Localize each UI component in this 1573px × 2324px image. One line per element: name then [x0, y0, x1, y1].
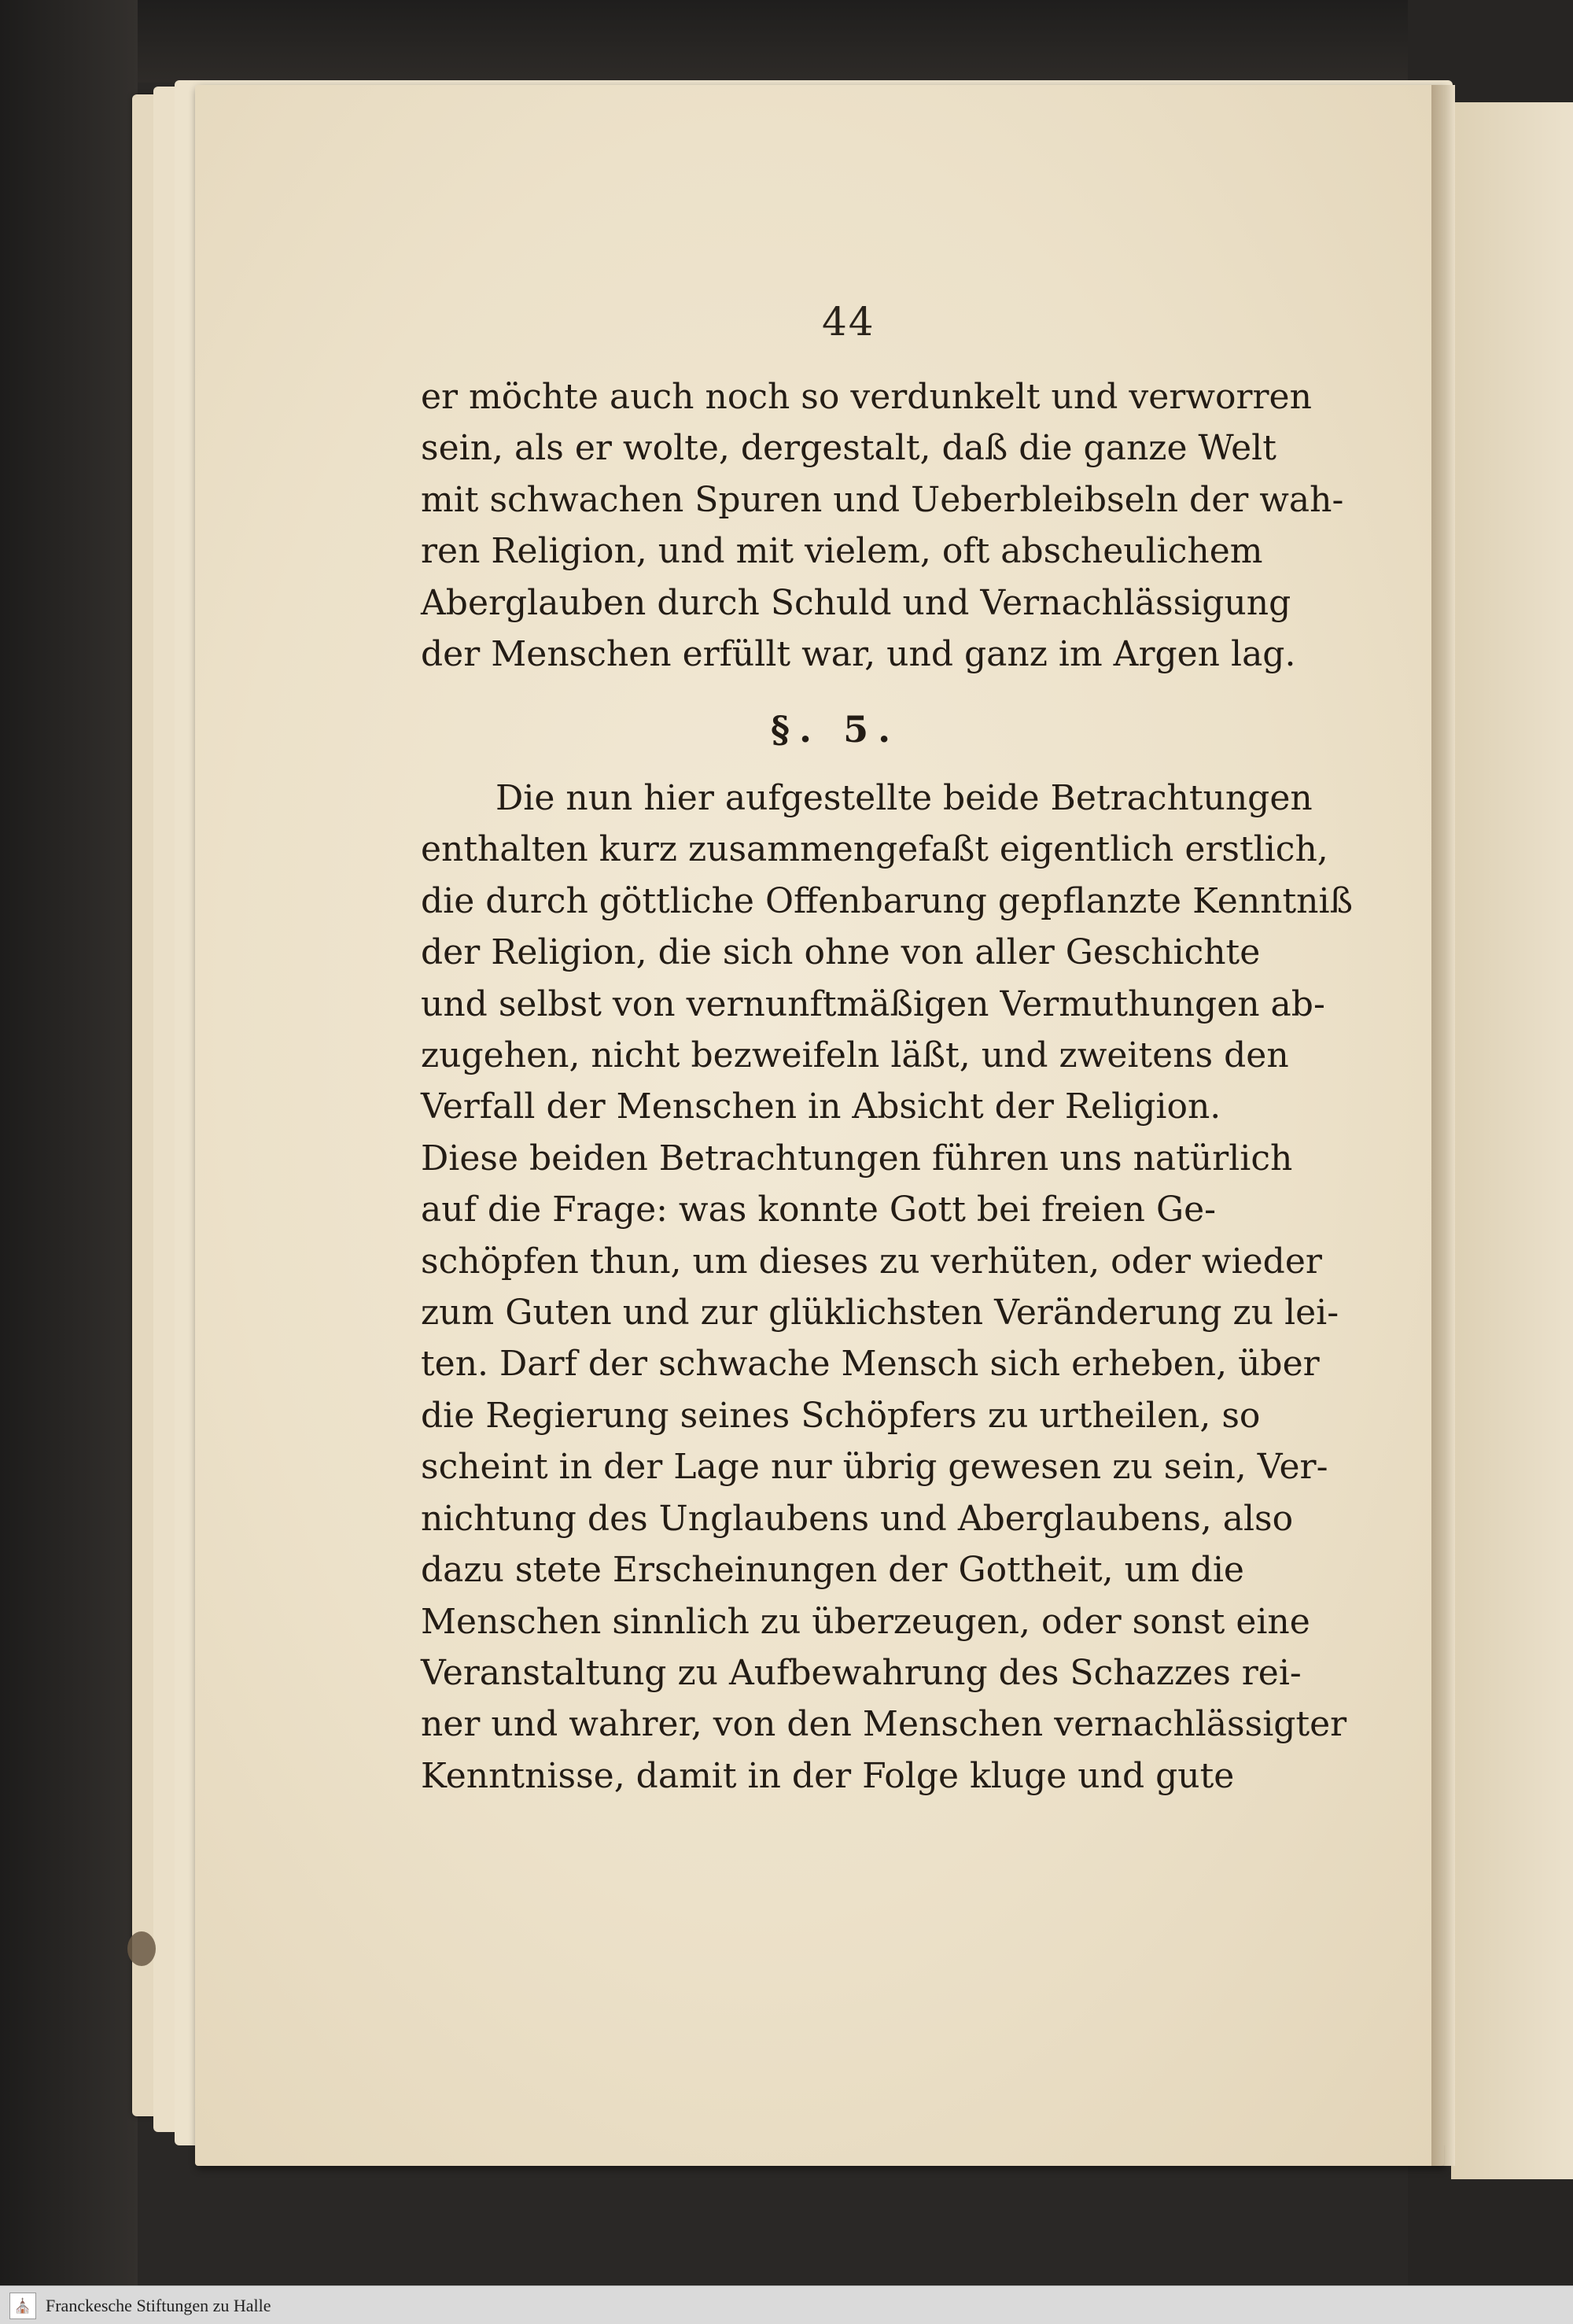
paragraph-continued [421, 371, 1344, 680]
text-line: zum Guten und zur glüklichsten Veränderung zu lei- [421, 1293, 1339, 1334]
text-line: er möchte auch noch so verdunkelt und verworren [421, 377, 1312, 417]
section-heading: §. 5. [771, 708, 901, 751]
paper-stain [127, 1931, 156, 1966]
text-line: auf die Frage: was konnte Gott bei freien Ge- [421, 1190, 1217, 1230]
paragraph-section-5 [421, 773, 1353, 1802]
page-number: 44 [822, 299, 875, 345]
facing-page-edge [1451, 102, 1573, 2179]
book-gutter [1431, 85, 1455, 2166]
background-top [0, 0, 1573, 83]
text-line: Verfall der Menschen in Absicht der Religion. [421, 1086, 1221, 1127]
background-left [0, 0, 138, 2285]
text-line: die durch göttliche Offenbarung gepflanzte Kenntniß [421, 880, 1353, 921]
text-line: Menschen sinnlich zu überzeugen, oder sonst eine [421, 1601, 1310, 1642]
text-line: ren Religion, und mit vielem, oft abscheulichem [421, 531, 1263, 572]
text-line: Kenntnisse, damit in der Folge kluge und gute [421, 1755, 1235, 1796]
text-line: Veranstaltung zu Aufbewahrung des Schazzes rei- [421, 1652, 1302, 1693]
text-line: Diese beiden Betrachtungen führen uns natürlich [421, 1138, 1293, 1179]
text-line: ner und wahrer, von den Menschen vernachlässigter [421, 1704, 1347, 1745]
text-line: enthalten kurz zusammengefaßt eigentlich erstlich, [421, 829, 1328, 870]
text-line: der Religion, die sich ohne von aller Geschichte [421, 932, 1261, 973]
text-line: dazu stete Erscheinungen der Gottheit, um die [421, 1550, 1244, 1591]
institution-logo-icon: ⛪ [9, 2293, 36, 2319]
text-line: Die nun hier aufgestellte beide Betrachtungen [495, 778, 1313, 818]
footer-institution-text: Franckesche Stiftungen zu Halle [46, 2296, 271, 2315]
text-line: die Regierung seines Schöpfers zu urtheilen, so [421, 1395, 1261, 1436]
text-line: nichtung des Unglaubens und Aberglaubens, also [421, 1498, 1294, 1539]
text-line: mit schwachen Spuren und Ueberbleibseln der wah- [421, 479, 1344, 520]
text-line: sein, als er wolte, dergestalt, daß die ganze Welt [421, 428, 1276, 469]
text-line: der Menschen erfüllt war, und ganz im Argen lag. [421, 634, 1296, 675]
text-line: schöpfen thun, um dieses zu verhüten, oder wieder [421, 1241, 1322, 1282]
text-line: scheint in der Lage nur übrig gewesen zu sein, Ver- [421, 1447, 1328, 1488]
text-line: ten. Darf der schwache Mensch sich erheben, über [421, 1344, 1320, 1385]
text-line: Aberglauben durch Schuld und Vernachlässigung [421, 582, 1291, 623]
text-line: zugehen, nicht bezweifeln läßt, und zweitens den [421, 1035, 1289, 1076]
footer-bar [0, 2285, 1573, 2324]
text-line: und selbst von vernunftmäßigen Vermuthungen ab- [421, 983, 1325, 1024]
